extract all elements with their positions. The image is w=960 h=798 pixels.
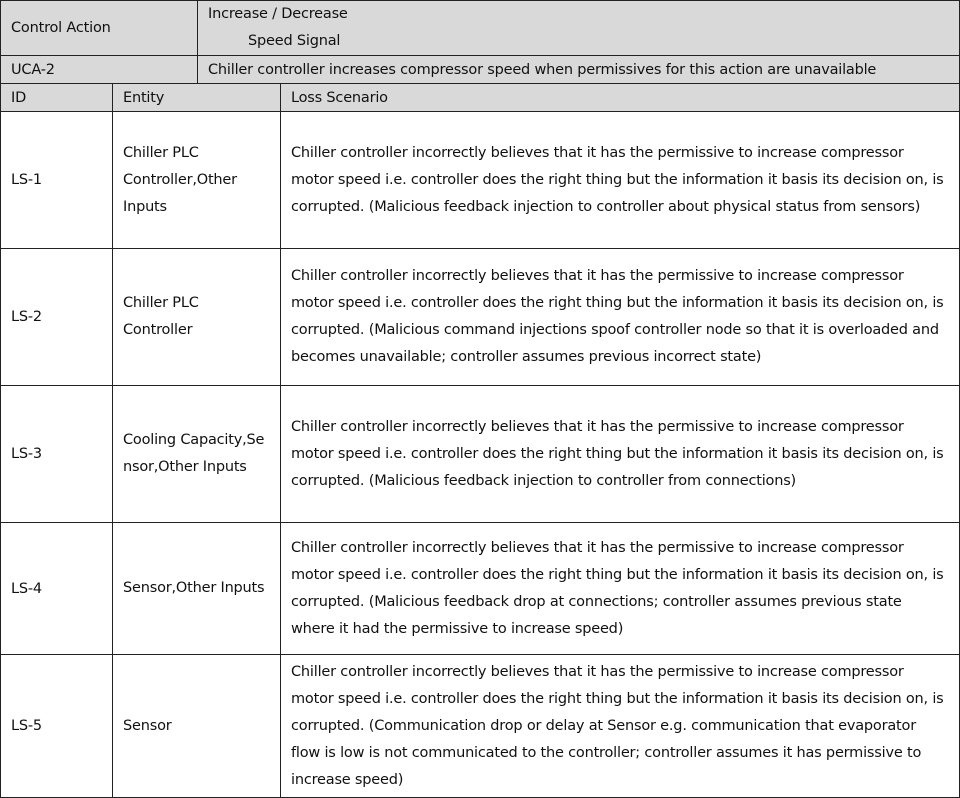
column-header-scenario xyxy=(280,83,960,112)
control-action-label: Control Action xyxy=(11,20,111,36)
row-ls-3-id xyxy=(0,385,113,523)
row-ls-3-entity xyxy=(112,385,281,523)
row-ls-1-id xyxy=(0,111,113,249)
table-row-entity: Cooling Capacity,Sensor,Other Inputs xyxy=(123,432,265,475)
uca-text: Chiller controller increases compressor speed when permissives for this action are unavailable xyxy=(208,61,877,78)
row-ls-5-id xyxy=(0,654,113,798)
table-row-scenario: Chiller controller incorrectly believes that it has the permissive to increase compressor motor speed i.e. controller does the right thing but the information it basis its decision on, is corrupted. (Communication drop or delay at Sensor e.g. communication that evaporator flow is low is not communicated to the controller; controller assumes it has permissive to increase speed) xyxy=(291,663,944,788)
row-ls-1-scenario xyxy=(280,111,960,249)
control-action-label-cell xyxy=(0,0,198,56)
column-header-entity xyxy=(112,83,281,112)
table-row-entity: Sensor,Other Inputs xyxy=(123,580,265,596)
row-ls-3-scenario xyxy=(280,385,960,523)
table-row-scenario: Chiller controller incorrectly believes that it has the permissive to increase compressor motor speed i.e. controller does the right thing but the information it basis its decision on, is corrupted. (Malicious feedback drop at connections; controller assumes previous state where it had the permissive to increase speed) xyxy=(291,539,944,637)
row-ls-5-scenario xyxy=(280,654,960,798)
table-row-scenario: Chiller controller incorrectly believes that it has the permissive to increase compressor motor speed i.e. controller does the right thing but the information it basis its decision on, is corrupted. (Malicious feedback injection to controller from connections) xyxy=(291,418,944,489)
control-action-value-cell xyxy=(197,0,960,56)
column-header-id xyxy=(0,83,113,112)
table-row-id: LS-2 xyxy=(11,309,42,325)
row-ls-2-entity xyxy=(112,248,281,386)
table-row-id: LS-1 xyxy=(11,172,42,188)
table-row-id: LS-3 xyxy=(11,446,42,462)
uca-id-cell xyxy=(0,55,198,84)
column-header-entity-label: Entity xyxy=(123,89,165,106)
table-row-id: LS-5 xyxy=(11,718,42,734)
row-ls-4-id xyxy=(0,522,113,655)
table-row-entity: Chiller PLC Controller xyxy=(123,295,199,338)
row-ls-1-entity xyxy=(112,111,281,249)
column-header-scenario-label: Loss Scenario xyxy=(291,89,388,106)
uca-id: UCA-2 xyxy=(11,61,55,78)
row-ls-2-scenario xyxy=(280,248,960,386)
table-row-entity: Sensor xyxy=(123,717,172,734)
table-row-scenario: Chiller controller incorrectly believes that it has the permissive to increase compressor motor speed i.e. controller does the right thing but the information it basis its decision on, is corrupted. (Malicious command injections spoof controller node so that it is overloaded and becomes unavailable; controller assumes previous incorrect state) xyxy=(291,268,944,365)
row-ls-4-scenario xyxy=(280,522,960,655)
column-header-id-label: ID xyxy=(11,89,27,106)
uca-text-cell xyxy=(197,55,960,84)
row-ls-5-entity xyxy=(112,654,281,798)
table-row-scenario: Chiller controller incorrectly believes that it has the permissive to increase compressor motor speed i.e. controller does the right thing but the information it basis its decision on, is corrupted. (Malicious feedback injection to controller about physical status from sensors) xyxy=(291,144,944,215)
row-ls-4-entity xyxy=(112,522,281,655)
control-action-value-line1: Increase / Decrease xyxy=(208,6,348,22)
control-action-value-line2: Speed Signal xyxy=(248,33,341,49)
row-ls-2-id xyxy=(0,248,113,386)
table-row-entity: Chiller PLC Controller,Other Inputs xyxy=(123,144,237,215)
table-row-id: LS-4 xyxy=(11,580,42,597)
